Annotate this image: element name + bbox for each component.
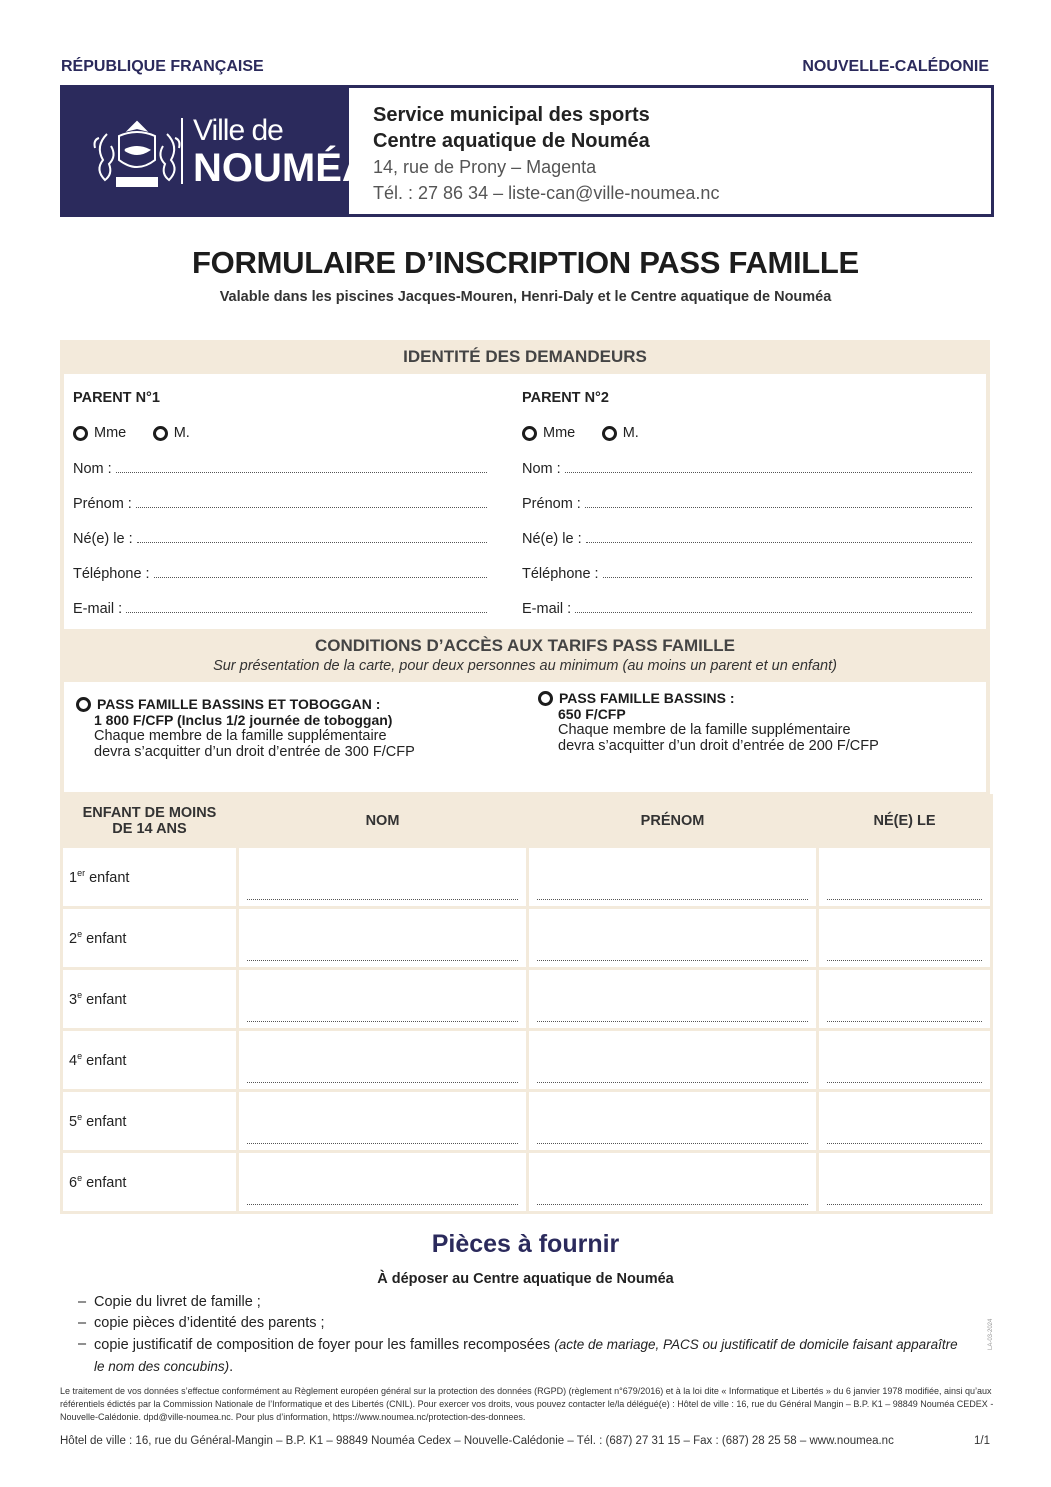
table-row xyxy=(62,908,992,969)
pieces-list xyxy=(78,1292,998,1378)
child-label: 5e enfant xyxy=(62,1091,238,1152)
city-seal-icon xyxy=(87,116,187,196)
pass1-option[interactable]: PASS FAMILLE BASSINS ET TOBOGGAN : xyxy=(76,696,516,712)
parent2-mme-radio[interactable]: Mme xyxy=(522,425,575,441)
conditions-section xyxy=(60,632,990,794)
child-nom-field[interactable] xyxy=(238,969,528,1030)
region-label: NOUVELLE-CALÉDONIE xyxy=(802,58,989,75)
child-nom-field[interactable] xyxy=(238,1030,528,1091)
pass1-desc2: devra s’acquitter d’un droit d’entrée de 300 F/CFP xyxy=(94,744,415,760)
header-box xyxy=(60,85,994,217)
conditions-title: CONDITIONS D’ACCÈS AUX TARIFS PASS FAMILLE xyxy=(315,636,735,655)
child-label: 3e enfant xyxy=(62,969,238,1030)
child-label: 2e enfant xyxy=(62,908,238,969)
child-ne-field[interactable] xyxy=(818,1152,992,1213)
table-row xyxy=(62,847,992,908)
pass2-option[interactable]: PASS FAMILLE BASSINS : xyxy=(538,690,978,706)
child-ne-field[interactable] xyxy=(818,1091,992,1152)
parent2-ne-field[interactable]: Né(e) le : xyxy=(522,530,972,565)
contact: Tél. : 27 86 34 – liste-can@ville-noumea.nc xyxy=(373,183,720,203)
parent1-ne-field[interactable]: Né(e) le : xyxy=(73,530,487,565)
child-prenom-field[interactable] xyxy=(528,1091,818,1152)
identity-title: IDENTITÉ DES DEMANDEURS xyxy=(403,347,647,366)
child-ne-field[interactable] xyxy=(818,908,992,969)
pass2-desc2: devra s’acquitter d’un droit d’entrée de 200 F/CFP xyxy=(558,738,879,754)
logo-divider xyxy=(181,118,183,184)
pass2-price: 650 F/CFP xyxy=(558,706,626,722)
conditions-subtitle: Sur présentation de la carte, pour deux personnes au minimum (au moins un parent et un enfant) xyxy=(213,658,837,674)
republique-label: RÉPUBLIQUE FRANÇAISE xyxy=(61,58,264,75)
pieces-subtitle: À déposer au Centre aquatique de Nouméa xyxy=(377,1271,674,1287)
child-nom-field[interactable] xyxy=(238,1152,528,1213)
identity-section xyxy=(60,340,990,632)
parent2-tel-field[interactable]: Téléphone : xyxy=(522,565,972,600)
list-item: – Copie du livret de famille ; xyxy=(78,1294,261,1310)
parent2-nom-field[interactable]: Nom : xyxy=(522,460,972,495)
city-logo xyxy=(63,88,371,214)
pieces-title: Pièces à fournir xyxy=(431,1230,620,1258)
child-prenom-field[interactable] xyxy=(528,969,818,1030)
col-header-child: ENFANT DE MOINS DE 14 ANS xyxy=(62,796,238,847)
form-subtitle: Valable dans les piscines Jacques-Mouren, Henri-Daly et le Centre aquatique de Nouméa xyxy=(219,289,832,305)
parent2-label: PARENT N°2 xyxy=(522,390,609,406)
identity-body xyxy=(64,374,986,629)
conditions-body xyxy=(64,682,986,792)
list-item: – copie justificatif de composition de foyer pour les familles recomposées (acte de mariage, PACS ou justificatif de domicile faisant apparaître le nom des concubins). xyxy=(78,1336,958,1375)
pass1-desc1: Chaque membre de la famille supplémentaire xyxy=(94,728,387,744)
pass1-price: 1 800 F/CFP (Inclus 1/2 journée de toboggan) xyxy=(94,712,393,728)
parent1-email-field[interactable]: E-mail : xyxy=(73,600,487,635)
col-header-ne: NÉ(E) LE xyxy=(818,796,992,847)
child-nom-field[interactable] xyxy=(238,908,528,969)
table-row xyxy=(62,1091,992,1152)
child-prenom-field[interactable] xyxy=(528,908,818,969)
logo-ville-text: Ville de xyxy=(193,114,283,147)
child-ne-field[interactable] xyxy=(818,847,992,908)
child-prenom-field[interactable] xyxy=(528,847,818,908)
footer-address: Hôtel de ville : 16, rue du Général-Mangin – B.P. K1 – 98849 Nouméa Cedex – Nouvelle-Calédonie – Tél. : (687) 27 31 15 – Fax : (687) 28 25 58 – www.noumea.nc xyxy=(60,1435,894,1447)
child-nom-field[interactable] xyxy=(238,1091,528,1152)
parent1-m-radio[interactable]: M. xyxy=(153,425,190,441)
parent1-nom-field[interactable]: Nom : xyxy=(73,460,487,495)
child-ne-field[interactable] xyxy=(818,1030,992,1091)
logo-noumea-text: NOUMÉA xyxy=(193,146,371,190)
child-label: 4e enfant xyxy=(62,1030,238,1091)
table-row xyxy=(62,1030,992,1091)
child-ne-field[interactable] xyxy=(818,969,992,1030)
form-title: FORMULAIRE D’INSCRIPTION PASS FAMILLE xyxy=(192,245,859,280)
parent1-prenom-field[interactable]: Prénom : xyxy=(73,495,487,530)
child-label: 1er enfant xyxy=(62,847,238,908)
col-header-prenom: PRÉNOM xyxy=(528,796,818,847)
table-row xyxy=(62,1152,992,1213)
children-table xyxy=(60,794,993,1214)
legal-notice: Le traitement de vos données s’effectue conformément au Règlement européen général sur la protection des données (RGPD) (règlement n°679/2016) et à la loi dite « Informatique et Libertés » du 6 janvier 1978 modifiée, ainsi qu’aux référentiels édictés par la Commission Nationale de l’Informatique et des Libertés (CNIL). Pour exercer vos droits, vous pouvez contacter le/la délégué(e) : Hôtel de ville : 16, rue du Général Mangin – B.P. K1 – 98849 Nouméa CEDEX - Nouvelle-Calédonie. dpd@ville-noumea.nc. Pour plus d’information, https://www.noumea.nc/protection-des-donnees. xyxy=(60,1386,994,1422)
document-code: LA-03-2024 xyxy=(988,1318,994,1350)
service-info xyxy=(373,102,719,206)
col-header-nom: NOM xyxy=(238,796,528,847)
table-row xyxy=(62,969,992,1030)
address: 14, rue de Prony – Magenta xyxy=(373,157,597,177)
service-name: Service municipal des sports xyxy=(373,104,650,126)
child-nom-field[interactable] xyxy=(238,847,528,908)
parent2-prenom-field[interactable]: Prénom : xyxy=(522,495,972,530)
list-item: – copie pièces d’identité des parents ; xyxy=(78,1315,325,1331)
child-prenom-field[interactable] xyxy=(528,1152,818,1213)
parent2-email-field[interactable]: E-mail : xyxy=(522,600,972,635)
child-prenom-field[interactable] xyxy=(528,1030,818,1091)
child-label: 6e enfant xyxy=(62,1152,238,1213)
pass2-desc1: Chaque membre de la famille supplémentaire xyxy=(558,722,851,738)
parent2-m-radio[interactable]: M. xyxy=(602,425,639,441)
centre-name: Centre aquatique de Nouméa xyxy=(373,130,650,152)
parent1-tel-field[interactable]: Téléphone : xyxy=(73,565,487,600)
parent1-mme-radio[interactable]: Mme xyxy=(73,425,126,441)
page-number: 1/1 xyxy=(974,1435,990,1447)
parent1-label: PARENT N°1 xyxy=(73,390,160,406)
table-header-row xyxy=(62,796,992,847)
